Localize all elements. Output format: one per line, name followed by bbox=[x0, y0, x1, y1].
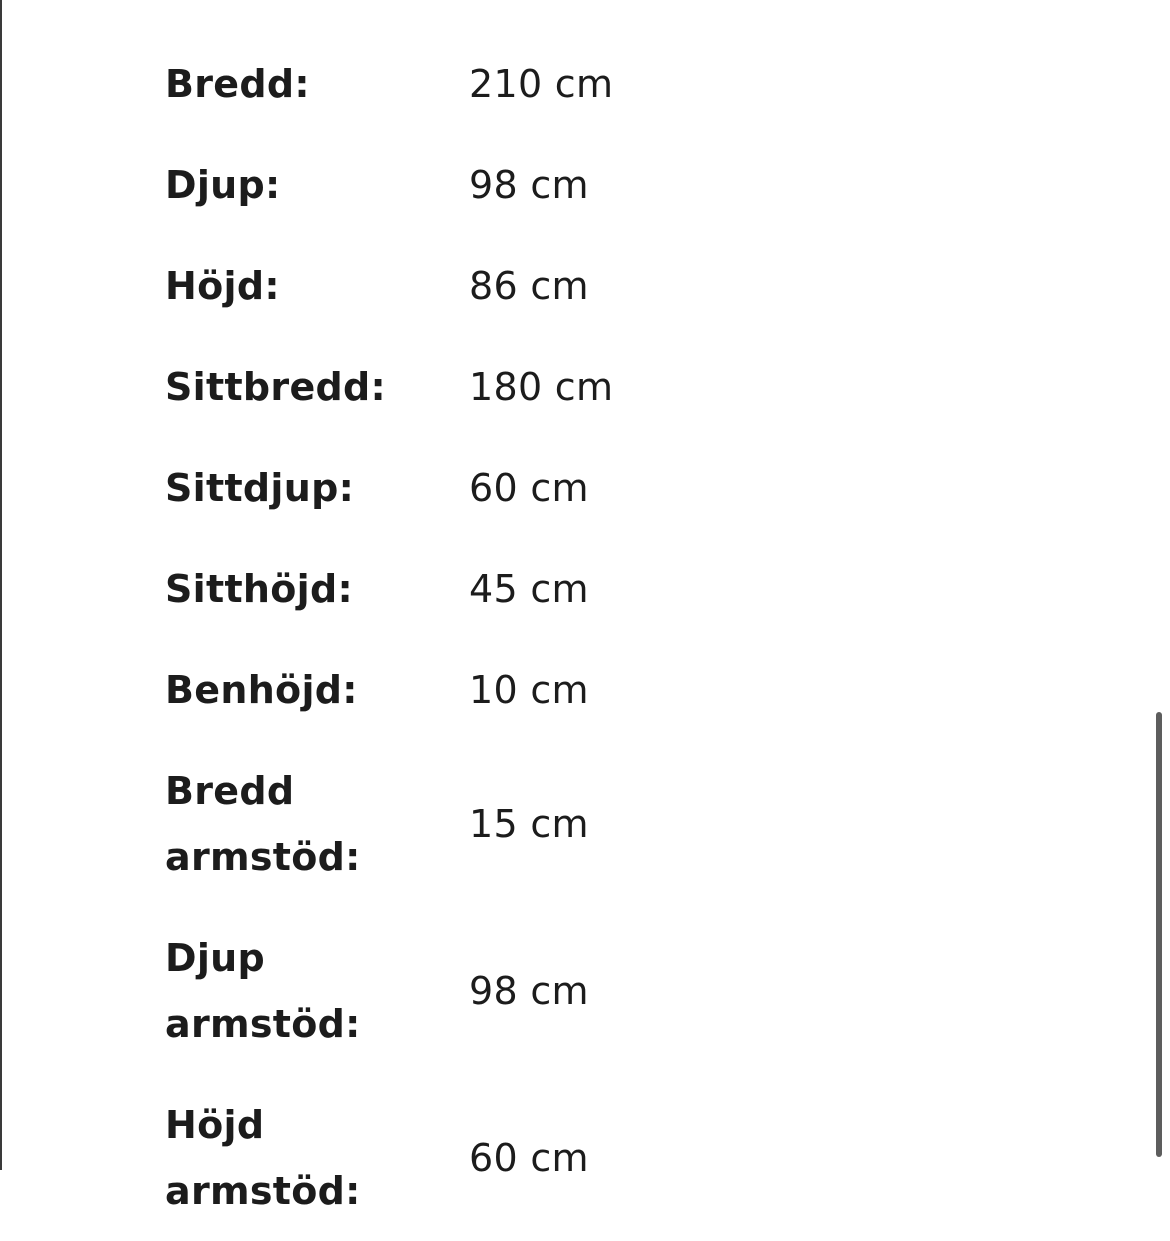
spec-label: Höjd armstöd: bbox=[165, 1102, 361, 1213]
spec-row-hojd-armstod bbox=[165, 1074, 1065, 1241]
spec-value: 98 cm bbox=[469, 968, 589, 1013]
spec-value: 60 cm bbox=[469, 465, 589, 510]
spec-value: 10 cm bbox=[469, 667, 589, 712]
left-edge-divider bbox=[0, 0, 2, 1170]
scrollbar-track[interactable] bbox=[1154, 0, 1164, 1170]
spec-row-bredd-armstod bbox=[165, 740, 1065, 907]
spec-row-djup-armstod bbox=[165, 907, 1065, 1074]
spec-row-bredd bbox=[165, 33, 1065, 134]
spec-value: 60 cm bbox=[469, 1135, 589, 1180]
spec-label: Djup armstöd: bbox=[165, 935, 361, 1046]
spec-label: Sittbredd: bbox=[165, 364, 387, 409]
dimensions-spec-list bbox=[165, 33, 1065, 1241]
spec-label: Djup: bbox=[165, 162, 281, 207]
spec-value: 180 cm bbox=[469, 364, 614, 409]
spec-value: 210 cm bbox=[469, 61, 614, 106]
spec-label: Sitthöjd: bbox=[165, 566, 354, 611]
spec-label: Benhöjd: bbox=[165, 667, 358, 712]
spec-row-benhojd bbox=[165, 639, 1065, 740]
spec-label: Sittdjup: bbox=[165, 465, 355, 510]
spec-value: 45 cm bbox=[469, 566, 589, 611]
spec-label: Bredd armstöd: bbox=[165, 768, 361, 879]
spec-row-sittdjup bbox=[165, 437, 1065, 538]
spec-label: Bredd: bbox=[165, 61, 310, 106]
spec-row-sitthojd bbox=[165, 538, 1065, 639]
spec-value: 15 cm bbox=[469, 801, 589, 846]
spec-row-hojd bbox=[165, 235, 1065, 336]
scrollbar-thumb[interactable] bbox=[1156, 712, 1162, 1157]
spec-row-sittbredd bbox=[165, 336, 1065, 437]
spec-value: 98 cm bbox=[469, 162, 589, 207]
spec-value: 86 cm bbox=[469, 263, 589, 308]
spec-row-djup bbox=[165, 134, 1065, 235]
spec-label: Höjd: bbox=[165, 263, 280, 308]
